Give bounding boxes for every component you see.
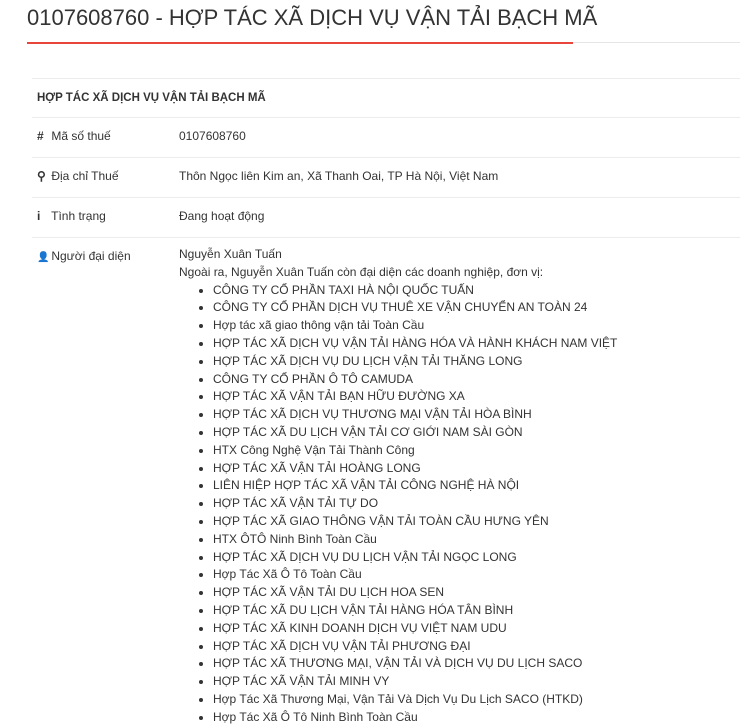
related-company-item: • CÔNG TY CỔ PHẦN TAXI HÀ NỘI QUỐC TUẤN [213,282,740,300]
related-company-item: • HỢP TÁC XÃ THƯƠNG MẠI, VẬN TẢI VÀ DỊCH VỤ DU LỊCH SACO [213,655,740,673]
value-address: Thôn Ngọc liên Kim an, Xã Thanh Oai, TP Hà Nội, Việt Nam [179,169,499,183]
related-company-item: • HỢP TÁC XÃ VẬN TẢI TỰ DO [213,495,740,513]
related-company-item: • Hợp tác xã giao thông vận tải Toàn Cầu [213,317,740,335]
related-company-item: • HỢP TÁC XÃ DỊCH VỤ THƯƠNG MẠI VẬN TẢI HÒA BÌNH [213,406,740,424]
related-company-item: • HỢP TÁC XÃ DỊCH VỤ VẬN TẢI PHƯƠNG ĐẠI [213,638,740,656]
table-header [32,79,740,118]
related-company-item: • HỢP TÁC XÃ KINH DOANH DỊCH VỤ VIỆT NAM UDU [213,620,740,638]
row-status [32,198,740,238]
related-company-item: • HTX Công Nghệ Vận Tải Thành Công [213,442,740,460]
related-company-item: • HỢP TÁC XÃ VẬN TẢI MINH VY [213,673,740,691]
title-accent-underline [27,42,573,44]
related-company-item: • HỢP TÁC XÃ DỊCH VỤ DU LỊCH VẬN TẢI NGỌC LONG [213,549,740,567]
related-company-item: • CÔNG TY CỔ PHẦN Ô TÔ CAMUDA [213,371,740,389]
related-company-item: • HỢP TÁC XÃ DỊCH VỤ VẬN TẢI HÀNG HÓA VÀ HÀNH KHÁCH NAM VIỆT [213,335,740,353]
label-tax-code: Mã số thuế [51,129,111,143]
label-address: Địa chỉ Thuế [51,169,119,183]
page-title: 0107608760 - HỢP TÁC XÃ DỊCH VỤ VẬN TẢI BẠCH MÃ [27,5,598,30]
related-company-item: • HTX ÔTÔ Ninh Bình Toàn Cầu [213,531,740,549]
related-companies-list [179,282,740,727]
hash-icon: # [37,129,44,143]
related-company-item: • HỢP TÁC XÃ DU LỊCH VẬN TẢI HÀNG HÓA TÂN BÌNH [213,602,740,620]
related-company-item: • Hợp Tác Xã Ô Tô Toàn Cầu [213,566,740,584]
company-name-heading: HỢP TÁC XÃ DỊCH VỤ VẬN TẢI BẠCH MÃ [37,92,266,104]
info-icon: i [37,209,41,223]
row-tax-code [32,118,740,158]
value-status: Đang hoạt động [179,209,265,223]
related-company-item: • CÔNG TY CỔ PHẦN DỊCH VỤ THUÊ XE VẬN CHUYỂN AN TOÀN 24 [213,299,740,317]
label-status: Tình trạng [51,209,106,223]
related-company-item: • HỢP TÁC XÃ GIAO THÔNG VẬN TẢI TOÀN CẦU HƯNG YÊN [213,513,740,531]
map-marker-icon: ⚲ [37,169,46,183]
related-company-item: • HỢP TÁC XÃ DỊCH VỤ DU LỊCH VẬN TẢI THĂNG LONG [213,353,740,371]
company-info-table [32,78,740,727]
representative-note: Ngoài ra, Nguyễn Xuân Tuấn còn đại diện các doanh nghiệp, đơn vị: [179,264,544,279]
value-tax-code: 0107608760 [179,129,246,143]
row-representative [32,238,740,727]
related-company-item: • LIÊN HIỆP HỢP TÁC XÃ VẬN TẢI CÔNG NGHỆ HÀ NỘI [213,477,740,495]
representative-name: Nguyễn Xuân Tuấn [179,247,282,261]
related-company-item: • HỢP TÁC XÃ VẬN TẢI BẠN HỮU ĐƯỜNG XA [213,388,740,406]
user-icon: 👤 [37,252,50,263]
row-address [32,158,740,198]
related-company-item: • HỢP TÁC XÃ VẬN TẢI DU LỊCH HOA SEN [213,584,740,602]
related-company-item: • HỢP TÁC XÃ VẬN TẢI HOÀNG LONG [213,460,740,478]
related-company-item: • Hợp Tác Xã Ô Tô Ninh Bình Toàn Cầu [213,709,740,727]
related-company-item: • Hợp Tác Xã Thương Mại, Vận Tải Và Dịch Vụ Du Lịch SACO (HTKD) [213,691,740,709]
label-representative: Người đại diện [51,249,131,263]
related-company-item: • HỢP TÁC XÃ DU LỊCH VẬN TẢI CƠ GIỚI NAM SÀI GÒN [213,424,740,442]
